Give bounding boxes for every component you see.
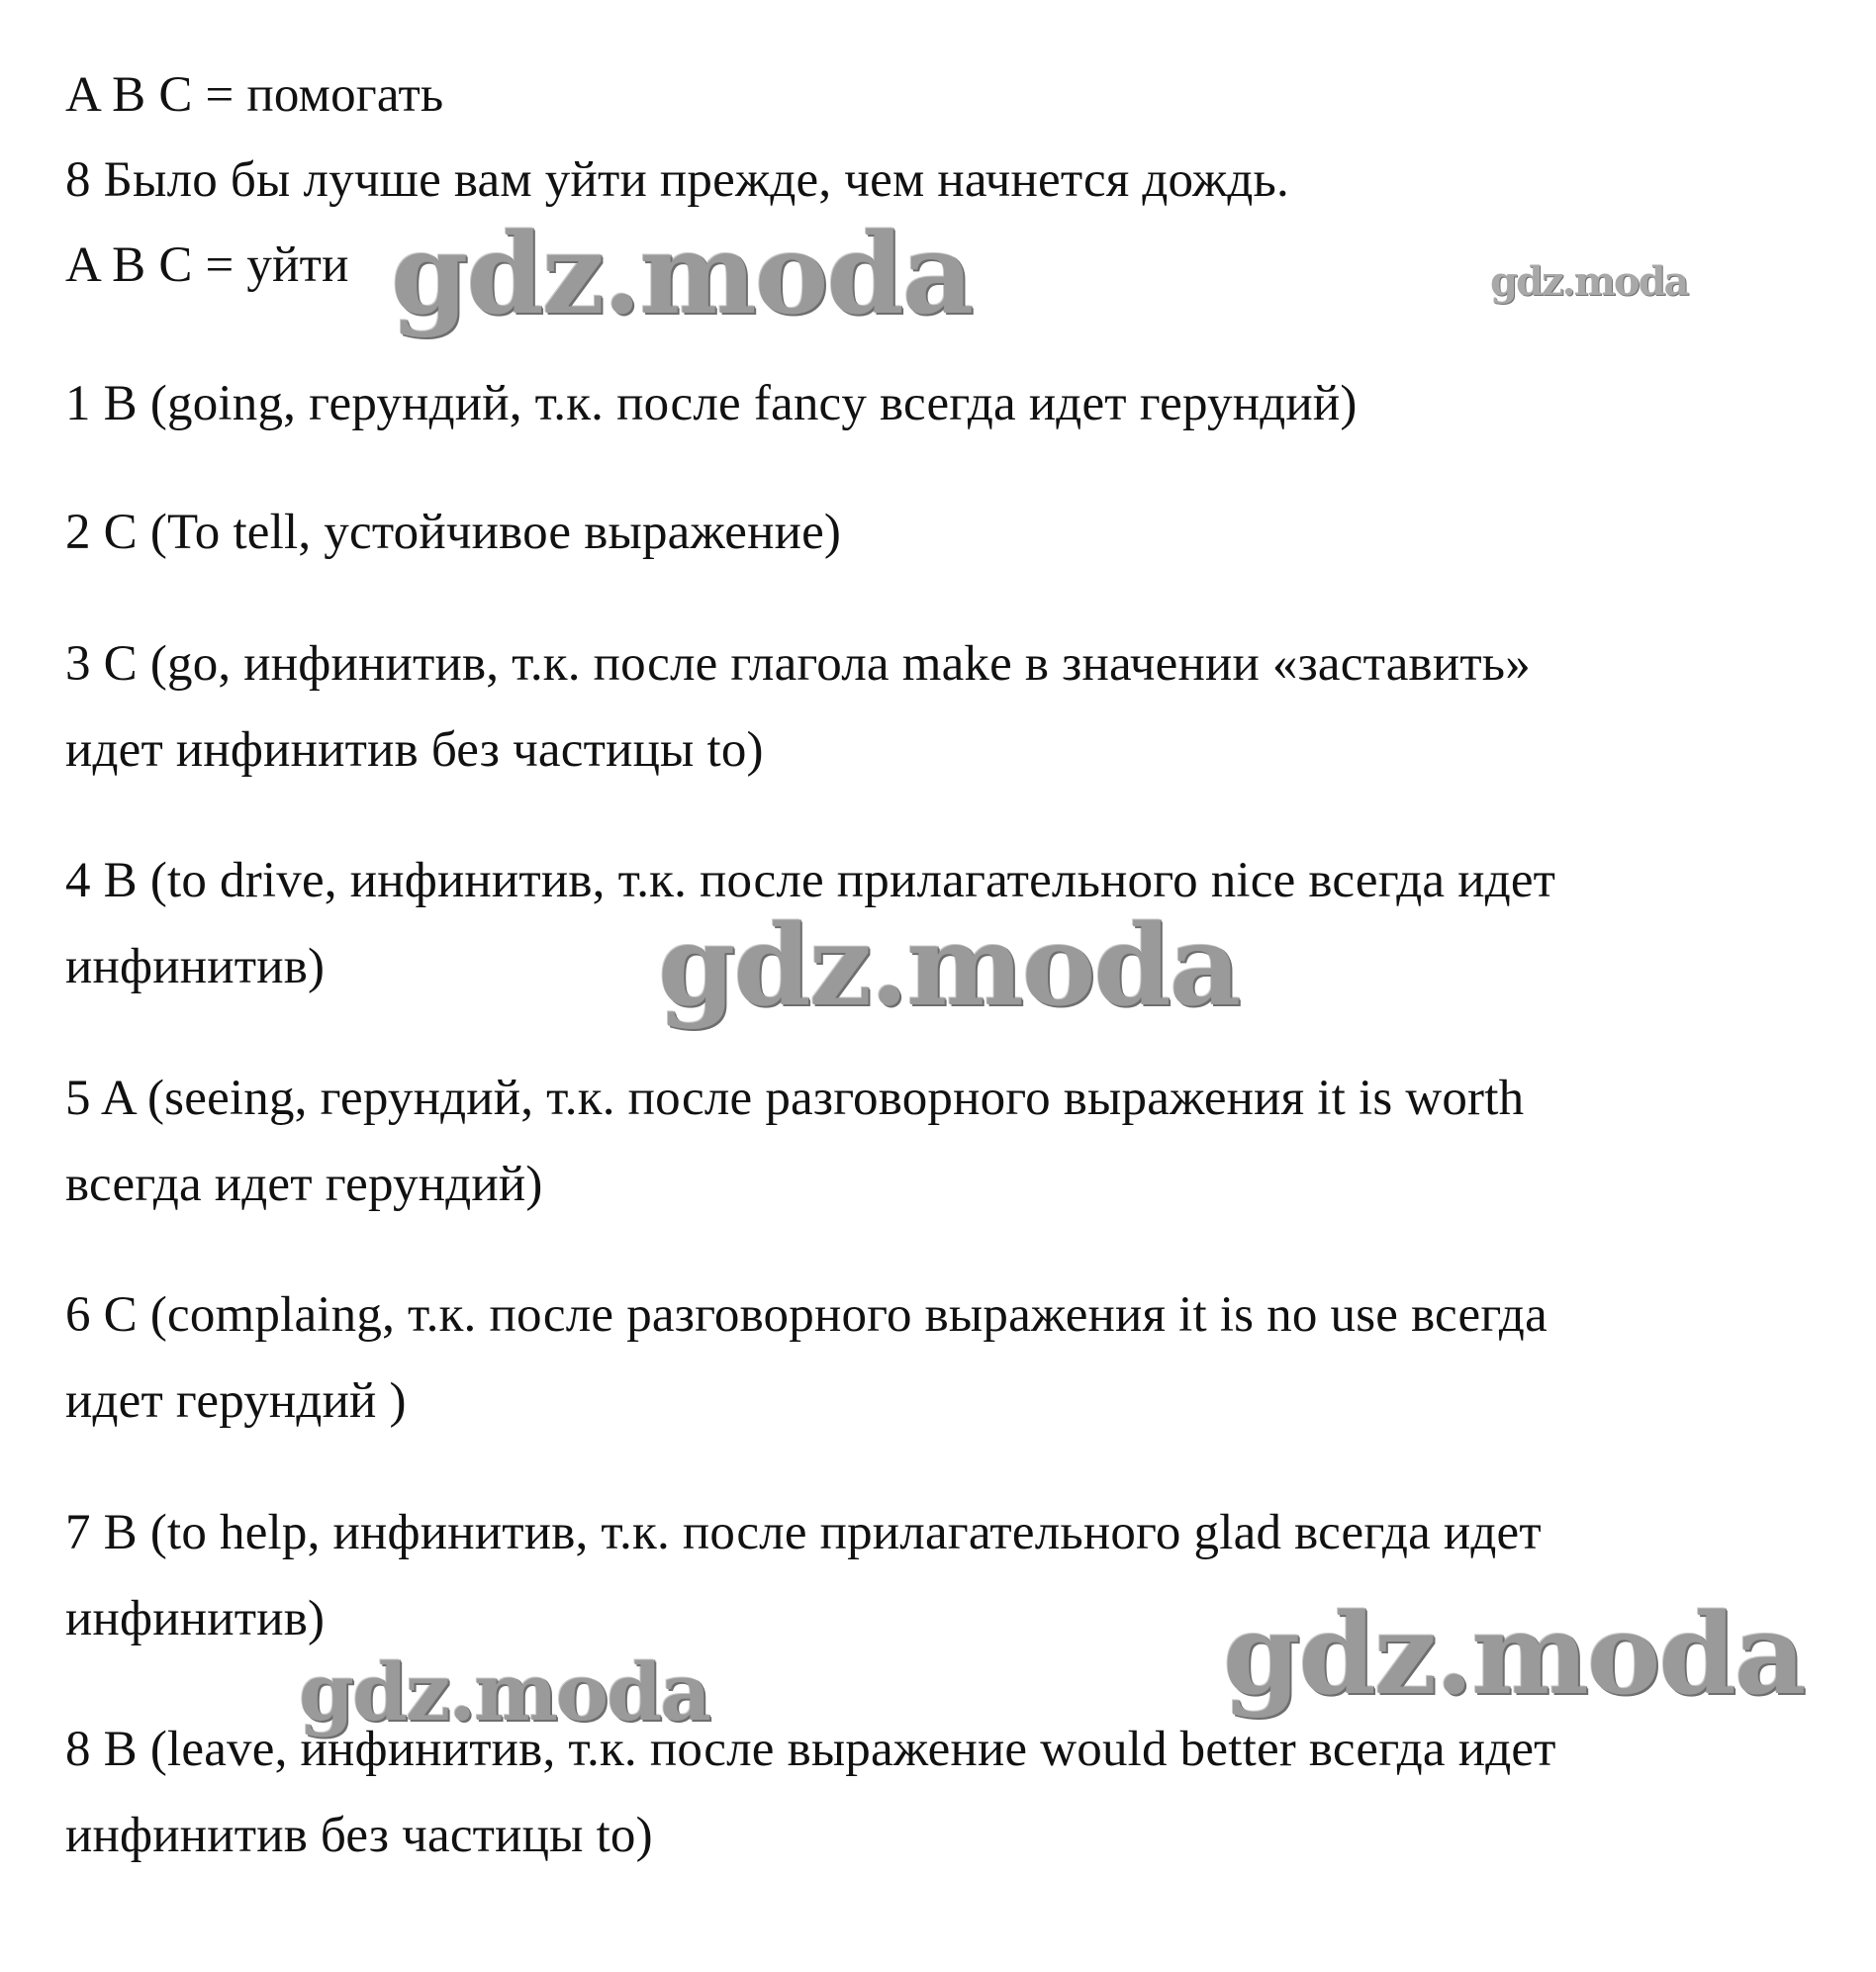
answer-3-line-1: 3 C (go, инфинитив, т.к. после глагола make в значении «заставить»	[65, 636, 1531, 692]
watermark-logo: gdz.moda	[391, 210, 973, 339]
text-line-3: A B C = уйти	[65, 237, 349, 293]
text-line-1: A B C = помогать	[65, 67, 444, 123]
text-line-2: 8 Было бы лучше вам уйти прежде, чем начнется дождь.	[65, 152, 1289, 208]
answer-8-line-2: инфинитив без частицы to)	[65, 1808, 653, 1863]
answer-7-line-1: 7 B (to help, инфинитив, т.к. после прилагательного glad всегда идет	[65, 1505, 1542, 1560]
answer-2: 2 C (To tell, устойчивое выражение)	[65, 505, 842, 560]
answer-6-line-1: 6 C (complaing, т.к. после разговорного выражения it is no use всегда	[65, 1287, 1548, 1343]
answer-1: 1 B (going, герундий, т.к. после fancy всегда идет герундий)	[65, 376, 1358, 431]
watermark-logo: gdz.moda	[1490, 258, 1688, 305]
watermark-logo: gdz.moda	[658, 901, 1240, 1031]
answer-5-line-1: 5 A (seeing, герундий, т.к. после разговорного выражения it is worth	[65, 1071, 1525, 1126]
answer-4-line-2: инфинитив)	[65, 939, 326, 994]
answer-6-line-2: идет герундий )	[65, 1373, 407, 1429]
answer-4-line-1: 4 B (to drive, инфинитив, т.к. после прилагательного nice всегда идет	[65, 853, 1556, 908]
watermark-logo: gdz.moda	[1223, 1590, 1805, 1720]
answer-3-line-2: идет инфинитив без частицы to)	[65, 722, 764, 778]
answer-5-line-2: всегда идет герундий)	[65, 1157, 543, 1212]
answer-7-line-2: инфинитив)	[65, 1591, 326, 1646]
answer-8-line-1: 8 B (leave, инфинитив, т.к. после выражение would better всегда идет	[65, 1722, 1556, 1777]
watermark-logo: gdz.moda	[299, 1645, 709, 1738]
